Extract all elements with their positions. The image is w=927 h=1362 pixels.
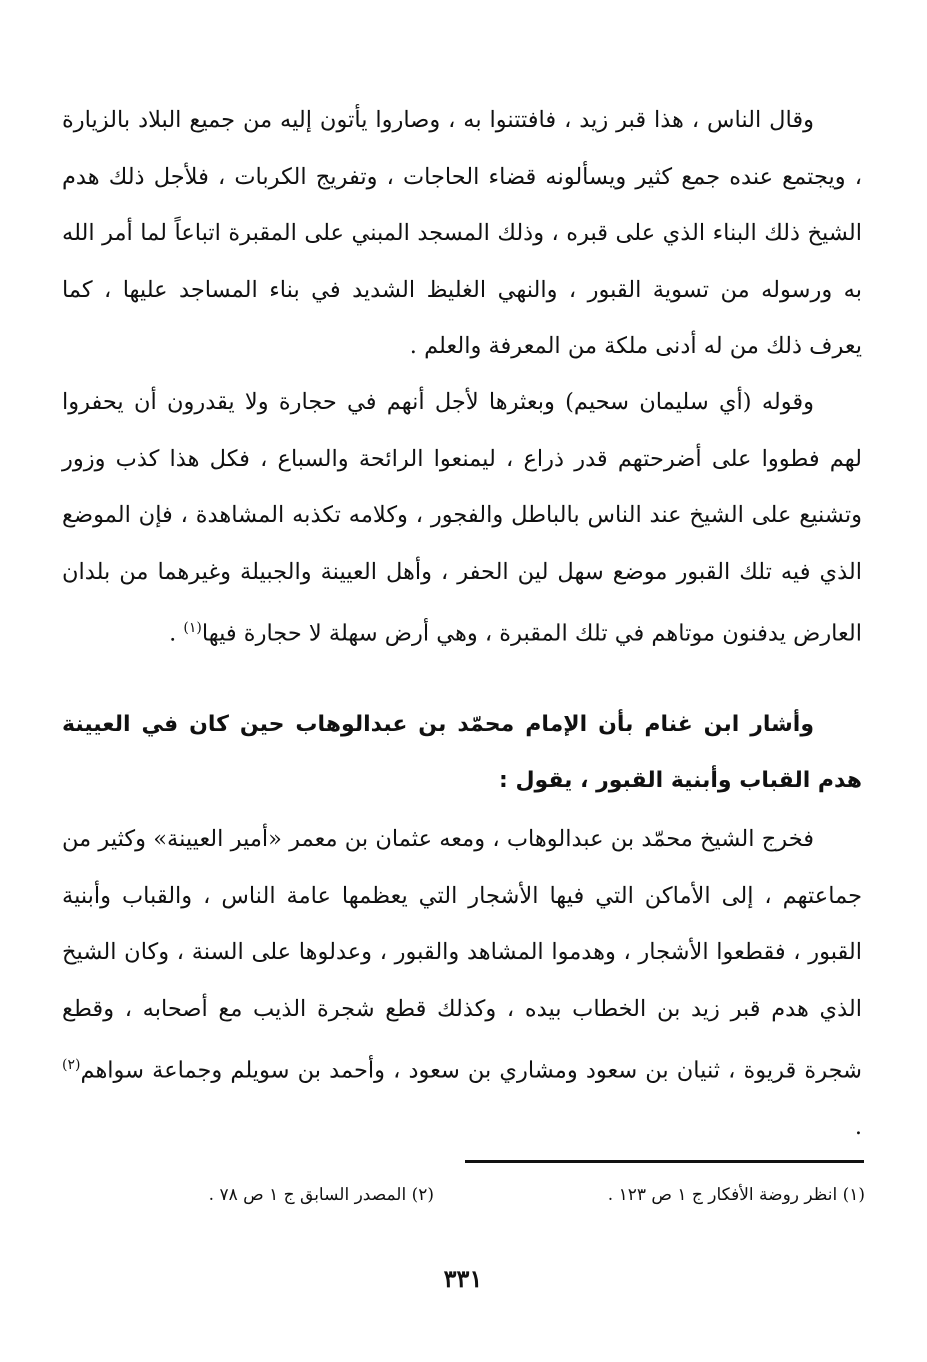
paragraph-4 (62, 811, 862, 1156)
paragraph-2-end: . (169, 620, 184, 647)
paragraph-2-body (62, 374, 862, 662)
footnote-1: (١) انظر روضة الأفكار ج ١ ص ١٢٣ . (607, 1185, 865, 1205)
paragraph-4-end: . (854, 1114, 862, 1140)
footnote-ref-2: (٢) (62, 1057, 81, 1073)
paragraph-1-text: وقال الناس ، هذا قبر زيد ، فافتتنوا به ، وصاروا يأتون إليه من جميع البلاد بالزيارة ، ويجتمع عنده جمع كثير ويسألونه قضاء الحاجات ، وتفريج الكربات ، فلأجل ذلك هدم الشيخ ذلك البناء الذي على قبره ، وذلك المسجد المبني على المقبرة اتباعاً لما أمر الله به ورسوله من تسوية القبور ، والنهي الغليظ الشديد في بناء المساجد عليها ، كما يعرف ذلك من له أدنى ملكة من المعرفة والعلم . (62, 107, 862, 359)
paragraph-2 (62, 374, 862, 662)
paragraph-3 (62, 697, 862, 809)
paragraph-3-text: وأشار ابن غنام بأن الإمام محمّد بن عبدالوهاب حين كان في العيينة هدم القباب وأبنية القبور ، يقول : (62, 712, 862, 793)
paragraph-4-body (62, 811, 862, 1156)
paragraph-1 (62, 92, 862, 375)
paragraph-2-text: وقوله (أي سليمان سحيم) وبعثرها لأجل أنهم في حجارة ولا يقدرون أن يحفروا لهم فطووا على أضرحتهم قدر ذراع ، ليمنعوا الرائحة والسباع ، فكل هذا كذب وزور وتشنيع على الشيخ عند الناس بالباطل والفجور ، وكلامه تكذبه المشاهدة ، فإن الموضع الذي فيه تلك القبور موضع سهل لين الحفر ، وأهل العيينة والجبيلة وغيرهما من بلدان العارض يدفنون موتاهم في تلك المقبرة ، وهي أرض سهلة لا حجارة فيها (62, 389, 862, 647)
footnote-separator (465, 1160, 864, 1163)
footnote-ref-1: (١) (183, 620, 202, 636)
paragraph-4-text: فخرج الشيخ محمّد بن عبدالوهاب ، ومعه عثمان بن معمر «أمير العيينة» وكثير من جماعتهم ، إلى الأماكن التي فيها الأشجار التي يعظمها عامة الناس ، والقباب وأبنية القبور ، فقطعوا الأشجار ، وهدموا المشاهد والقبور ، وعدلوها على السنة ، وكان الشيخ الذي هدم قبر زيد بن الخطاب بيده ، وكذلك قطع شجرة الذيب مع أصحابه ، وقطع شجرة قريوة ، ثنيان بن سعود ومشاري بن سعود ، وأحمد بن سويلم وجماعة سواهم (62, 826, 862, 1084)
page-number: ٣٣١ (443, 1264, 483, 1293)
footnote-2: (٢) المصدر السابق ج ١ ص ٧٨ . (208, 1185, 434, 1205)
